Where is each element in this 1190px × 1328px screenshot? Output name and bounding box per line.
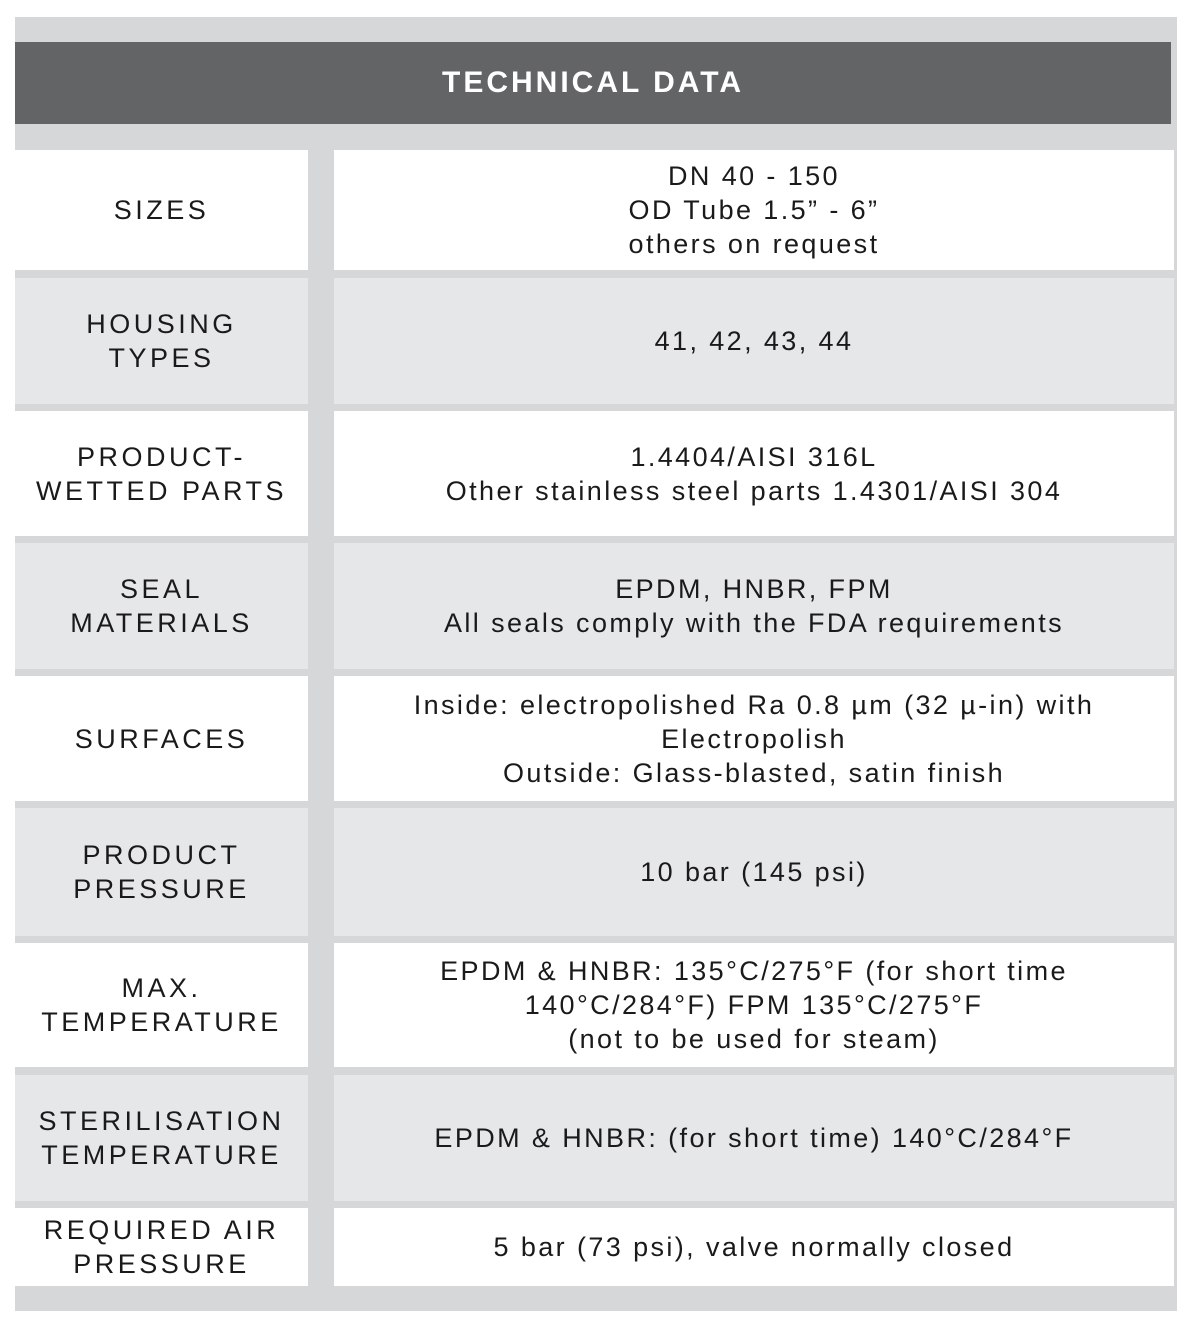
row-label: MAX. TEMPERATURE: [15, 943, 308, 1067]
row-value: Inside: electropolished Ra 0.8 µm (32 µ-in) with Electropolish Outside: Glass-blasted, satin finish: [334, 676, 1174, 801]
table-title: TECHNICAL DATA: [442, 66, 744, 99]
row-label: SIZES: [15, 150, 308, 270]
table-row: [15, 943, 1174, 1067]
row-label: SEAL MATERIALS: [15, 543, 308, 669]
table-row: [15, 278, 1174, 404]
table-row: [15, 543, 1174, 669]
row-value: EPDM, HNBR, FPM All seals comply with the FDA requirements: [334, 543, 1174, 669]
row-value: 10 bar (145 psi): [334, 808, 1174, 936]
table-row: [15, 1075, 1174, 1201]
table-row: [15, 1208, 1174, 1286]
row-label: STERILISATION TEMPERATURE: [15, 1075, 308, 1201]
row-label: SURFACES: [15, 676, 308, 801]
row-label: PRODUCT PRESSURE: [15, 808, 308, 936]
row-label: HOUSING TYPES: [15, 278, 308, 404]
row-value: 41, 42, 43, 44: [334, 278, 1174, 404]
row-label: REQUIRED AIR PRESSURE: [15, 1208, 308, 1286]
row-value: EPDM & HNBR: (for short time) 140°C/284°F: [334, 1075, 1174, 1201]
row-value: EPDM & HNBR: 135°C/275°F (for short time 140°C/284°F) FPM 135°C/275°F (not to be used for steam): [334, 943, 1174, 1067]
table-row: [15, 808, 1174, 936]
row-value: 5 bar (73 psi), valve normally closed: [334, 1208, 1174, 1286]
row-value: DN 40 - 150 OD Tube 1.5” - 6” others on request: [334, 150, 1174, 270]
table-header: [15, 42, 1171, 124]
table-row: [15, 411, 1174, 536]
table-row: [15, 676, 1174, 801]
row-value: 1.4404/AISI 316L Other stainless steel parts 1.4301/AISI 304: [334, 411, 1174, 536]
row-label: PRODUCT- WETTED PARTS: [15, 411, 308, 536]
table-row: [15, 150, 1174, 270]
